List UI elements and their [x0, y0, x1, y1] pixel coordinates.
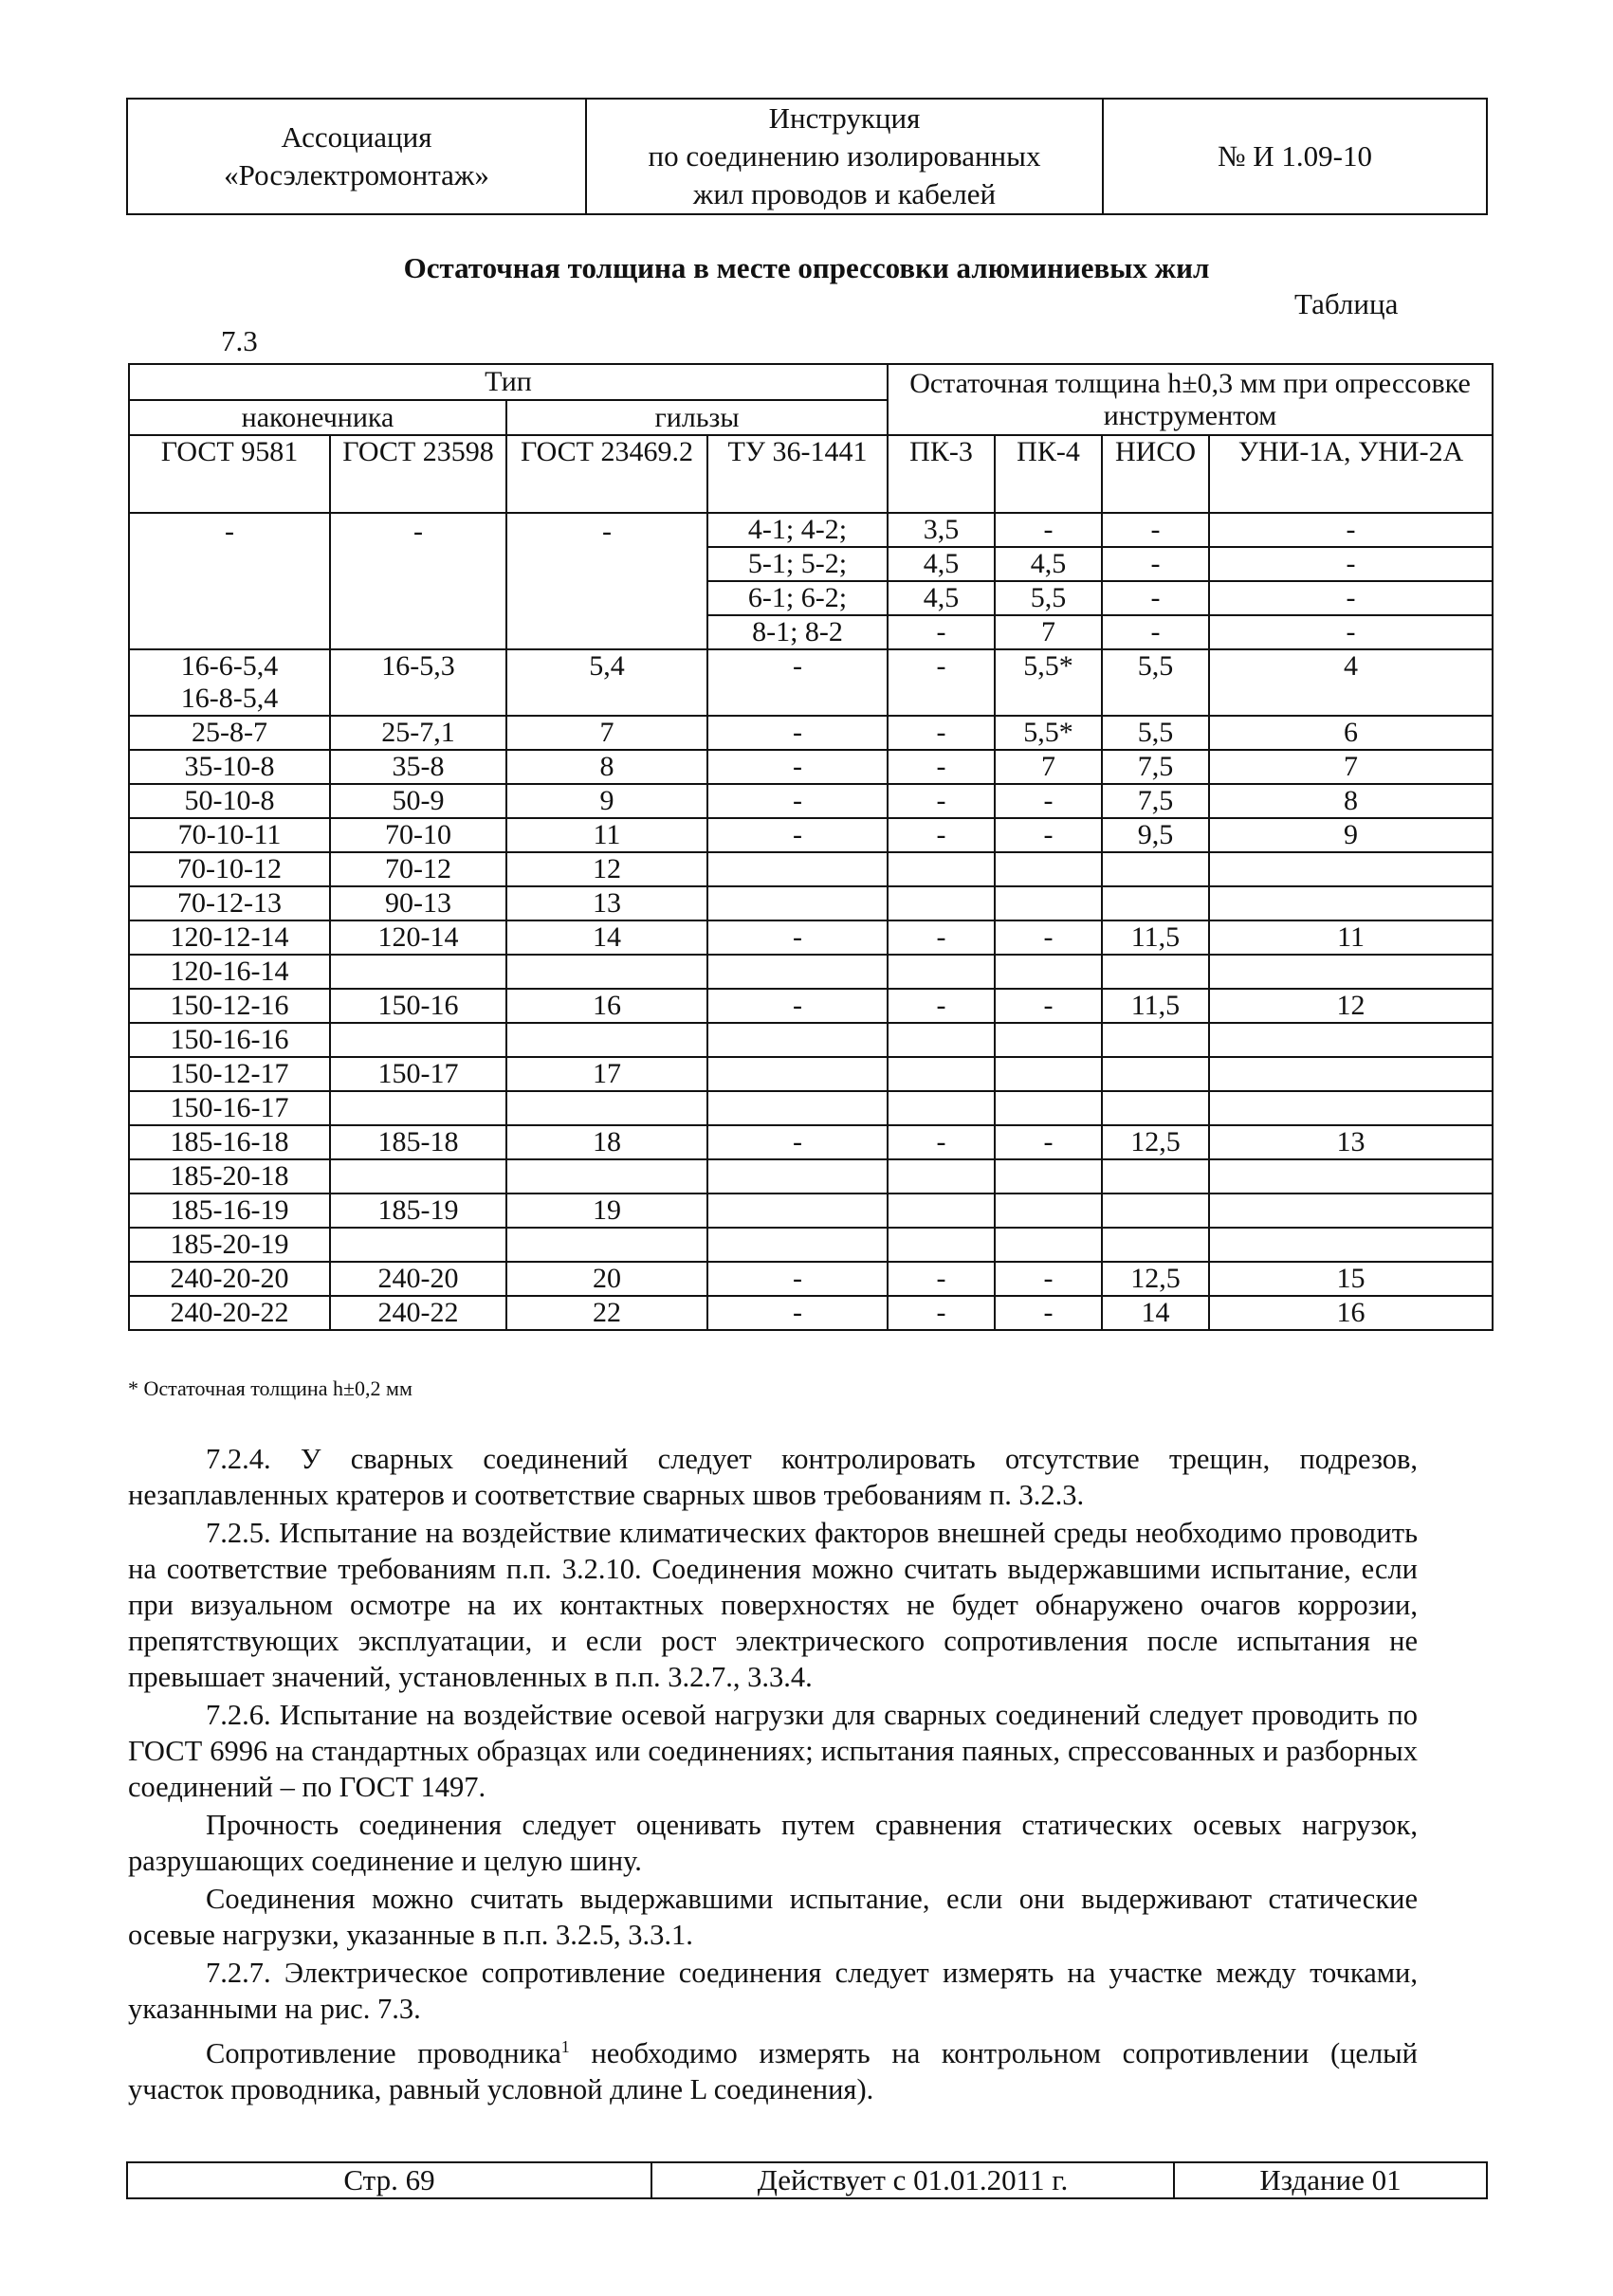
table-cell: - [995, 920, 1102, 955]
column-header: ГОСТ 23469.2 [506, 435, 707, 513]
document-title-line-1: Инструкция [768, 101, 921, 135]
table-cell: 35-10-8 [129, 750, 330, 784]
table-cell: 9,5 [1102, 818, 1209, 852]
table-cell [330, 1159, 506, 1194]
table-cell [1102, 1057, 1209, 1091]
table-cell: - [995, 784, 1102, 818]
table-cell [506, 1228, 707, 1262]
table-cell: 12 [506, 852, 707, 886]
table-cell [707, 1057, 888, 1091]
table-cell: 5,5 [1102, 649, 1209, 716]
table-cell [506, 1159, 707, 1194]
table-cell [1209, 1228, 1493, 1262]
table-cell [1209, 852, 1493, 886]
sub-cell: - [1346, 616, 1356, 647]
table-cell: 8 [506, 750, 707, 784]
table-row [129, 852, 1493, 886]
table-cell: 120-16-14 [129, 955, 330, 989]
table-cell: - [995, 1296, 1102, 1330]
sub-cell: - [1210, 548, 1492, 582]
table-row [129, 886, 1493, 920]
organization-line-2: «Росэлектромонтаж» [224, 158, 489, 191]
document-number: № И 1.09-10 [1103, 99, 1487, 214]
table-cell [707, 513, 888, 649]
paragraph: 7.2.6. Испытание на воздействие осевой нагрузки для сварных соединений следует проводить по ГОСТ 6996 на стандартных образцах или соединениях; испытания паяных, спрессованных и разборных соединений – по ГОСТ 1497. [128, 1699, 1418, 1803]
table-cell: 8 [1209, 784, 1493, 818]
table-cell: 90-13 [330, 886, 506, 920]
table-cell [995, 955, 1102, 989]
document-title-line-2: по соединению изолированных [648, 139, 1041, 173]
table-cell [1209, 1194, 1493, 1228]
table-cell [506, 955, 707, 989]
table-row [129, 750, 1493, 784]
sub-cell: 4,5 [889, 582, 994, 616]
sub-cell: 4,5 [889, 548, 994, 582]
sub-cell: - [1103, 548, 1208, 582]
table-cell: 150-16 [330, 989, 506, 1023]
table-cell: - [995, 1262, 1102, 1296]
table-cell: 150-16-17 [129, 1091, 330, 1125]
table-cell: - [707, 1262, 888, 1296]
document-header [126, 98, 1488, 215]
table-cell [995, 852, 1102, 886]
edition: Издание 01 [1174, 2162, 1487, 2198]
table-cell [506, 1091, 707, 1125]
table-cell [1209, 1159, 1493, 1194]
table-cell: 7,5 [1102, 784, 1209, 818]
table-cell: 240-20 [330, 1262, 506, 1296]
table-cell: 240-20-20 [129, 1262, 330, 1296]
table-cell: - [888, 750, 995, 784]
table-cell [1209, 1057, 1493, 1091]
paragraph: 7.2.7. Электрическое сопротивление соединения следует измерять на участке между точками, указанными на рис. 7.3. [128, 1957, 1418, 2025]
table-cell: 120-14 [330, 920, 506, 955]
table-cell: 7 [995, 750, 1102, 784]
organization-line-1: Ассоциация [281, 120, 432, 154]
table-cell [888, 1057, 995, 1091]
table-cell: 7,5 [1102, 750, 1209, 784]
table-cell: 4 [1209, 649, 1493, 716]
table-cell: - [330, 513, 506, 649]
table-cell: - [707, 989, 888, 1023]
table-cell [707, 955, 888, 989]
table-cell: - [995, 1125, 1102, 1159]
table-cell: 14 [506, 920, 707, 955]
table-cell: - [888, 818, 995, 852]
table-cell [995, 1159, 1102, 1194]
page-number: Стр. 69 [127, 2162, 651, 2198]
table-cell: 70-12 [330, 852, 506, 886]
lug-code-line: 16-6-5,4 [180, 650, 279, 682]
table-cell [888, 1228, 995, 1262]
body-text [128, 1441, 1418, 2109]
table-cell [1209, 886, 1493, 920]
table-cell: 12,5 [1102, 1125, 1209, 1159]
sub-cell: 5,5 [996, 582, 1101, 616]
table-cell [1102, 1159, 1209, 1194]
table-cell: - [888, 1262, 995, 1296]
table-cell [995, 1228, 1102, 1262]
table-cell: 50-10-8 [129, 784, 330, 818]
table-cell: 185-16-19 [129, 1194, 330, 1228]
table-cell [888, 1023, 995, 1057]
table-row [129, 1262, 1493, 1296]
sub-cell: 4-1; 4-2; [708, 514, 887, 548]
table-cell: - [888, 920, 995, 955]
table-cell: 16-5,3 [330, 649, 506, 716]
organization-cell [127, 99, 586, 214]
table-cell: 13 [506, 886, 707, 920]
sub-cell: 8-1; 8-2 [752, 616, 843, 647]
table-cell [330, 1091, 506, 1125]
document-footer [126, 2161, 1488, 2199]
table-cell: 5,4 [506, 649, 707, 716]
table-cell: 150-12-17 [129, 1057, 330, 1091]
table-cell [888, 886, 995, 920]
table-row [129, 955, 1493, 989]
table-cell: 5,5* [995, 716, 1102, 750]
table-cell: 185-20-19 [129, 1228, 330, 1262]
table-cell [995, 1091, 1102, 1125]
table-cell [330, 955, 506, 989]
table-cell [888, 1159, 995, 1194]
table-cell: - [888, 716, 995, 750]
table-cell [995, 513, 1102, 649]
table-cell: 7 [506, 716, 707, 750]
table-cell: 20 [506, 1262, 707, 1296]
header-sleeve: гильзы [506, 400, 888, 435]
table-cell: 70-10-12 [129, 852, 330, 886]
table-cell: 11 [1209, 920, 1493, 955]
table-cell: 11 [506, 818, 707, 852]
sub-cell: - [1210, 582, 1492, 616]
table-cell: - [888, 1296, 995, 1330]
table-cell [707, 1023, 888, 1057]
sub-cell: - [1103, 514, 1208, 548]
column-header: НИСО [1102, 435, 1209, 513]
sub-cell: - [1210, 514, 1492, 548]
header-lug: наконечника [129, 400, 506, 435]
paragraph-text: необходимо измерять на контрольном сопротивлении (целый участок проводника, равный условной длине L соединения). [128, 2037, 1418, 2106]
table-cell: 240-22 [330, 1296, 506, 1330]
table-cell: 13 [1209, 1125, 1493, 1159]
table-cell [995, 1194, 1102, 1228]
table-cell [707, 1159, 888, 1194]
table-cell [1102, 1194, 1209, 1228]
table-cell [129, 649, 330, 716]
table-cell [995, 886, 1102, 920]
table-cell: 11,5 [1102, 920, 1209, 955]
table-cell [1209, 513, 1493, 649]
table-cell [1102, 1091, 1209, 1125]
table-row [129, 513, 1493, 649]
table-cell: 185-19 [330, 1194, 506, 1228]
table-row [129, 920, 1493, 955]
table-cell: - [995, 989, 1102, 1023]
table-cell: 5,5* [995, 649, 1102, 716]
table-cell [1102, 1228, 1209, 1262]
table-cell [888, 955, 995, 989]
column-header: ГОСТ 23598 [330, 435, 506, 513]
table-cell: 16 [1209, 1296, 1493, 1330]
document-title-cell [586, 99, 1103, 214]
table-cell [1209, 1023, 1493, 1057]
header-type: Тип [129, 364, 888, 400]
table-cell: 25-8-7 [129, 716, 330, 750]
paragraph: Прочность соединения следует оценивать путем сравнения статических осевых нагрузок, разрушающих соединение и целую шину. [128, 1809, 1418, 1877]
paragraph: 7.2.4. У сварных соединений следует контролировать отсутствие трещин, подрезов, незаплавленных кратеров и соответствие сварных швов требованиям п. 3.2.3. [128, 1443, 1418, 1511]
table-cell: 185-20-18 [129, 1159, 330, 1194]
table-row [129, 1296, 1493, 1330]
table-cell [995, 1057, 1102, 1091]
table-cell: 9 [1209, 818, 1493, 852]
table-cell: - [888, 1125, 995, 1159]
column-header: ГОСТ 9581 [129, 435, 330, 513]
table-cell [707, 886, 888, 920]
sub-cell: 5-1; 5-2; [708, 548, 887, 582]
table-row [129, 649, 1493, 716]
paragraph-text: Сопротивление проводника [206, 2037, 561, 2070]
table-cell: 16 [506, 989, 707, 1023]
table-cell: 12 [1209, 989, 1493, 1023]
thickness-table [128, 363, 1494, 1331]
table-cell: 22 [506, 1296, 707, 1330]
table-cell: 19 [506, 1194, 707, 1228]
table-cell: 150-16-16 [129, 1023, 330, 1057]
table-row [129, 716, 1493, 750]
table-cell: 150-12-16 [129, 989, 330, 1023]
valid-from: Действует с 01.01.2011 г. [651, 2162, 1174, 2198]
sub-cell: - [1150, 616, 1161, 647]
table-cell: - [707, 818, 888, 852]
table-cell: 17 [506, 1057, 707, 1091]
table-row [129, 1228, 1493, 1262]
paragraph: 7.2.5. Испытание на воздействие климатических факторов внешней среды необходимо проводить на соответствие требованиям п.п. 3.2.10. Соединения можно считать выдержавшими испытание, если при визуальном осмотре на их контактных поверхностях не будет обнаружено очагов коррозии, препятствующих эксплуатации, и если рост электрического сопротивления после испытания не превышает значений, установленных в п.п. 3.2.7., 3.3.4. [128, 1517, 1418, 1693]
table-cell: 18 [506, 1125, 707, 1159]
table-cell: 50-9 [330, 784, 506, 818]
table-cell [707, 1228, 888, 1262]
table-cell: - [707, 750, 888, 784]
table-cell: 120-12-14 [129, 920, 330, 955]
table-cell: 9 [506, 784, 707, 818]
table-footnote: * Остаточная толщина h±0,2 мм [128, 1376, 412, 1400]
sub-cell: 7 [1041, 616, 1055, 647]
table-cell: - [707, 1296, 888, 1330]
table-cell [506, 1023, 707, 1057]
table-cell: 7 [1209, 750, 1493, 784]
table-cell: 15 [1209, 1262, 1493, 1296]
sub-cell: 3,5 [889, 514, 994, 548]
paragraph [128, 2029, 1418, 2107]
table-cell [888, 513, 995, 649]
table-cell [888, 1194, 995, 1228]
paragraph: Соединения можно считать выдержавшими испытание, если они выдерживают статические осевые нагрузки, указанные в п.п. 3.2.5, 3.3.1. [128, 1883, 1418, 1951]
table-cell: 185-16-18 [129, 1125, 330, 1159]
table-cell: 185-18 [330, 1125, 506, 1159]
table-cell [1102, 955, 1209, 989]
table-cell [1102, 886, 1209, 920]
column-header: УНИ-1А, УНИ-2А [1209, 435, 1493, 513]
table-cell: - [888, 649, 995, 716]
table-cell [330, 1023, 506, 1057]
table-cell [1102, 852, 1209, 886]
sub-cell: - [936, 616, 946, 647]
section-title: Остаточная толщина в месте опрессовки алюминиевых жил [403, 251, 1210, 284]
table-cell [330, 1228, 506, 1262]
table-row [129, 1023, 1493, 1057]
table-cell: - [888, 784, 995, 818]
column-header: ПК-4 [995, 435, 1102, 513]
table-cell [1102, 513, 1209, 649]
table-cell: - [888, 989, 995, 1023]
table-cell: 35-8 [330, 750, 506, 784]
table-cell: - [707, 784, 888, 818]
sub-cell: - [996, 514, 1101, 548]
table-cell: 6 [1209, 716, 1493, 750]
table-row [129, 1159, 1493, 1194]
table-row [129, 1125, 1493, 1159]
lug-code-line: 16-8-5,4 [180, 683, 279, 714]
table-cell [888, 1091, 995, 1125]
table-cell [707, 1091, 888, 1125]
table-row [129, 989, 1493, 1023]
table-cell [1209, 1091, 1493, 1125]
column-header: ПК-3 [888, 435, 995, 513]
table-cell [707, 852, 888, 886]
table-cell [1209, 955, 1493, 989]
table-cell: 25-7,1 [330, 716, 506, 750]
table-cell [707, 1194, 888, 1228]
table-cell [995, 1023, 1102, 1057]
table-cell: - [707, 716, 888, 750]
footnote-marker: 1 [560, 2037, 570, 2056]
table-row [129, 818, 1493, 852]
header-residual-thickness: Остаточная толщина h±0,3 мм при опрессовке инструментом [888, 364, 1493, 435]
table-cell: 14 [1102, 1296, 1209, 1330]
table-row [129, 784, 1493, 818]
table-caption-number: 7.3 [221, 324, 258, 357]
table-cell: 70-10-11 [129, 818, 330, 852]
table-cell: 12,5 [1102, 1262, 1209, 1296]
sub-cell: 4,5 [996, 548, 1101, 582]
table-cell: 150-17 [330, 1057, 506, 1091]
table-cell: 70-10 [330, 818, 506, 852]
table-row [129, 1057, 1493, 1091]
table-cell: - [506, 513, 707, 649]
table-caption-word: Таблица [1294, 287, 1399, 320]
table-cell: - [129, 513, 330, 649]
table-cell: 240-20-22 [129, 1296, 330, 1330]
table-cell: - [707, 920, 888, 955]
table-row [129, 1091, 1493, 1125]
table-cell: - [707, 649, 888, 716]
sub-cell: - [1103, 582, 1208, 616]
table-cell: - [995, 818, 1102, 852]
table-cell: 5,5 [1102, 716, 1209, 750]
document-title-line-3: жил проводов и кабелей [692, 177, 997, 210]
table-cell [1102, 1023, 1209, 1057]
table-cell: - [707, 1125, 888, 1159]
column-header: ТУ 36-1441 [707, 435, 888, 513]
table-cell [888, 852, 995, 886]
table-row [129, 1194, 1493, 1228]
table-cell: 11,5 [1102, 989, 1209, 1023]
sub-cell: 6-1; 6-2; [708, 582, 887, 616]
table-cell: 70-12-13 [129, 886, 330, 920]
